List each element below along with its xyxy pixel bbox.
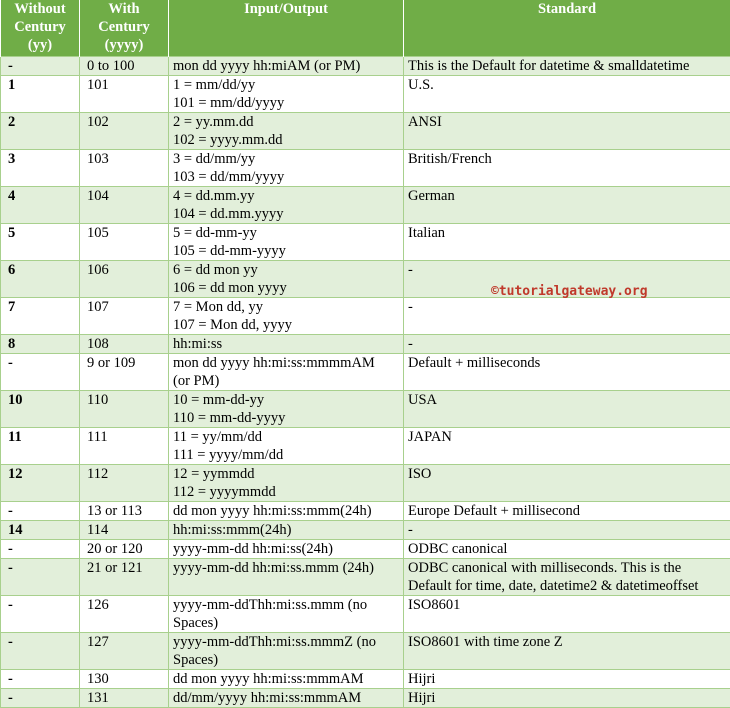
cell-input-output: yyyy-mm-dd hh:mi:ss(24h) xyxy=(169,540,404,559)
cell-with-century: 110 xyxy=(80,391,169,428)
cell-input-output: yyyy-mm-ddThh:mi:ss.mmm (no Spaces) xyxy=(169,596,404,633)
table-row xyxy=(1,76,730,113)
table-row xyxy=(1,465,730,502)
table-row xyxy=(1,391,730,428)
cell-with-century: 20 or 120 xyxy=(80,540,169,559)
cell-without-century: 8 xyxy=(1,335,80,354)
header-with-century: With Century (yyyy) xyxy=(80,0,169,57)
cell-without-century: 10 xyxy=(1,391,80,428)
table-row xyxy=(1,559,730,596)
cell-standard: ODBC canonical xyxy=(404,540,730,559)
cell-with-century: 9 or 109 xyxy=(80,354,169,391)
cell-with-century: 103 xyxy=(80,150,169,187)
cell-without-century: 5 xyxy=(1,224,80,261)
cell-with-century: 108 xyxy=(80,335,169,354)
table-row xyxy=(1,521,730,540)
cell-with-century: 0 to 100 xyxy=(80,57,169,76)
cell-without-century: 4 xyxy=(1,187,80,224)
cell-input-output: hh:mi:ss xyxy=(169,335,404,354)
cell-input-output: 6 = dd mon yy 106 = dd mon yyyy xyxy=(169,261,404,298)
cell-standard: ANSI xyxy=(404,113,730,150)
cell-input-output: yyyy-mm-dd hh:mi:ss.mmm (24h) xyxy=(169,559,404,596)
cell-with-century: 114 xyxy=(80,521,169,540)
cell-without-century: - xyxy=(1,689,80,708)
cell-input-output: 4 = dd.mm.yy 104 = dd.mm.yyyy xyxy=(169,187,404,224)
cell-input-output: 2 = yy.mm.dd 102 = yyyy.mm.dd xyxy=(169,113,404,150)
table-row xyxy=(1,113,730,150)
cell-input-output: 12 = yymmdd 112 = yyyymmdd xyxy=(169,465,404,502)
table-header xyxy=(1,0,730,57)
cell-without-century: 7 xyxy=(1,298,80,335)
cell-standard: ODBC canonical with milliseconds. This is the Default for time, date, datetime2 & datetimeoffset xyxy=(404,559,730,596)
cell-input-output: 10 = mm-dd-yy 110 = mm-dd-yyyy xyxy=(169,391,404,428)
cell-standard: U.S. xyxy=(404,76,730,113)
cell-with-century: 126 xyxy=(80,596,169,633)
cell-with-century: 102 xyxy=(80,113,169,150)
table-row xyxy=(1,187,730,224)
cell-with-century: 101 xyxy=(80,76,169,113)
table-row xyxy=(1,689,730,708)
table-row xyxy=(1,540,730,559)
cell-standard: Default + milliseconds xyxy=(404,354,730,391)
cell-with-century: 107 xyxy=(80,298,169,335)
table-row xyxy=(1,224,730,261)
cell-without-century: - xyxy=(1,502,80,521)
cell-with-century: 104 xyxy=(80,187,169,224)
cell-standard: ISO8601 xyxy=(404,596,730,633)
cell-with-century: 13 or 113 xyxy=(80,502,169,521)
table-body xyxy=(1,57,730,708)
header-without-century: Without Century (yy) xyxy=(1,0,80,57)
cell-input-output: 1 = mm/dd/yy 101 = mm/dd/yyyy xyxy=(169,76,404,113)
cell-input-output: mon dd yyyy hh:mi:ss:mmmmAM (or PM) xyxy=(169,354,404,391)
cell-standard: - xyxy=(404,261,730,298)
cell-with-century: 130 xyxy=(80,670,169,689)
cell-input-output: 5 = dd-mm-yy 105 = dd-mm-yyyy xyxy=(169,224,404,261)
cell-input-output: dd mon yyyy hh:mi:ss:mmm(24h) xyxy=(169,502,404,521)
table-row xyxy=(1,298,730,335)
cell-standard: Hijri xyxy=(404,670,730,689)
cell-standard: This is the Default for datetime & smalldatetime xyxy=(404,57,730,76)
table-row xyxy=(1,596,730,633)
cell-with-century: 131 xyxy=(80,689,169,708)
table-row xyxy=(1,633,730,670)
cell-without-century: 1 xyxy=(1,76,80,113)
cell-standard: - xyxy=(404,521,730,540)
cell-input-output: hh:mi:ss:mmm(24h) xyxy=(169,521,404,540)
cell-without-century: - xyxy=(1,670,80,689)
table-row xyxy=(1,354,730,391)
cell-standard: Italian xyxy=(404,224,730,261)
header-row xyxy=(1,0,730,57)
cell-input-output: mon dd yyyy hh:miAM (or PM) xyxy=(169,57,404,76)
cell-without-century: 12 xyxy=(1,465,80,502)
cell-input-output: 7 = Mon dd, yy 107 = Mon dd, yyyy xyxy=(169,298,404,335)
cell-input-output: dd/mm/yyyy hh:mi:ss:mmmAM xyxy=(169,689,404,708)
cell-with-century: 105 xyxy=(80,224,169,261)
cell-without-century: - xyxy=(1,57,80,76)
cell-without-century: 11 xyxy=(1,428,80,465)
table-row xyxy=(1,335,730,354)
table-row xyxy=(1,502,730,521)
cell-standard: JAPAN xyxy=(404,428,730,465)
cell-input-output: yyyy-mm-ddThh:mi:ss.mmmZ (no Spaces) xyxy=(169,633,404,670)
cell-with-century: 21 or 121 xyxy=(80,559,169,596)
watermark: ©tutorialgateway.org xyxy=(491,284,648,299)
cell-without-century: - xyxy=(1,540,80,559)
cell-input-output: 11 = yy/mm/dd 111 = yyyy/mm/dd xyxy=(169,428,404,465)
cell-standard: British/French xyxy=(404,150,730,187)
cell-with-century: 112 xyxy=(80,465,169,502)
cell-standard: German xyxy=(404,187,730,224)
cell-with-century: 106 xyxy=(80,261,169,298)
cell-standard: USA xyxy=(404,391,730,428)
cell-standard: ISO8601 with time zone Z xyxy=(404,633,730,670)
cell-without-century: - xyxy=(1,354,80,391)
header-input-output: Input/Output xyxy=(169,0,404,57)
header-standard: Standard xyxy=(404,0,730,57)
cell-standard: - xyxy=(404,335,730,354)
cell-without-century: - xyxy=(1,596,80,633)
table-row xyxy=(1,150,730,187)
cell-standard: Europe Default + millisecond xyxy=(404,502,730,521)
cell-without-century: 3 xyxy=(1,150,80,187)
cell-standard: ISO xyxy=(404,465,730,502)
cell-without-century: - xyxy=(1,633,80,670)
cell-with-century: 127 xyxy=(80,633,169,670)
cell-without-century: 6 xyxy=(1,261,80,298)
table-row xyxy=(1,428,730,465)
table-row xyxy=(1,57,730,76)
cell-standard: - xyxy=(404,298,730,335)
cell-without-century: 14 xyxy=(1,521,80,540)
cell-with-century: 111 xyxy=(80,428,169,465)
cell-input-output: 3 = dd/mm/yy 103 = dd/mm/yyyy xyxy=(169,150,404,187)
cell-input-output: dd mon yyyy hh:mi:ss:mmmAM xyxy=(169,670,404,689)
cell-standard: Hijri xyxy=(404,689,730,708)
cell-without-century: - xyxy=(1,559,80,596)
cell-without-century: 2 xyxy=(1,113,80,150)
table-row xyxy=(1,670,730,689)
